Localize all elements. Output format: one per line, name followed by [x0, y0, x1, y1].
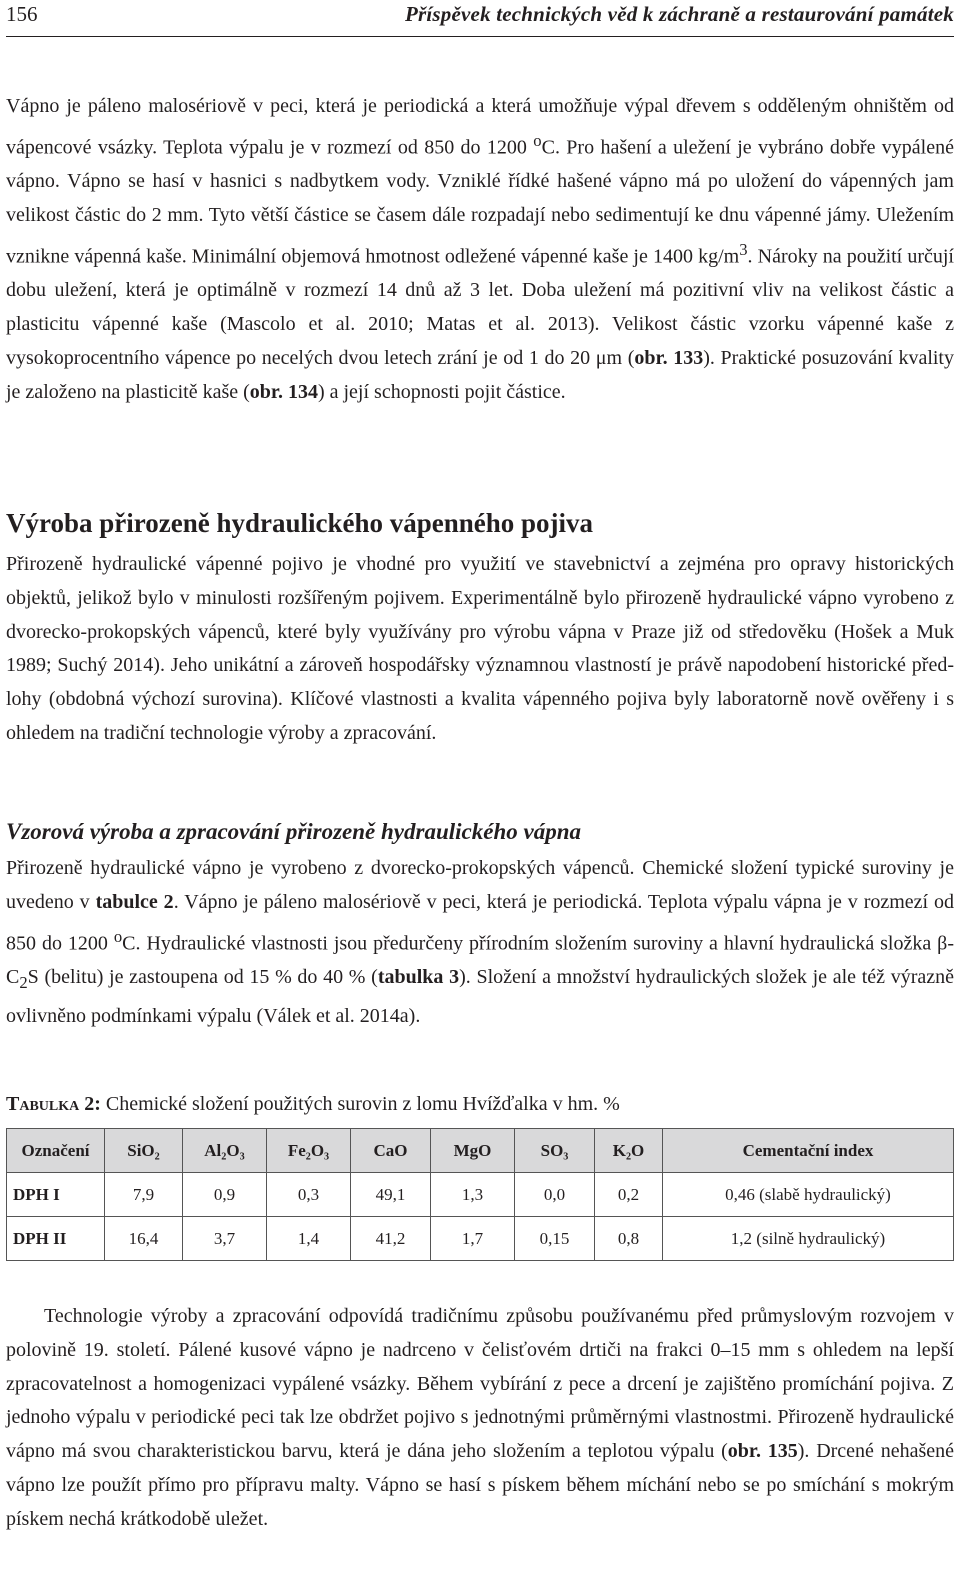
table-caption-text: Chemické složení použitých surovin z lomu Hvížďalka v hm. % — [100, 1093, 620, 1115]
table-header-cell: SO₃ — [515, 1129, 595, 1173]
table-header-cell: Fe₂O₃ — [267, 1129, 351, 1173]
paragraph-hydraulic-binder: Přirozeně hydraulické vápenné pojivo je vhodné pro využití ve stavebnictví a zejména pro opravy historických objektů, jelikož bylo v minulosti rozšířeným pojivem. Experimentálně bylo přirozeně hydraulické vápno vyrobeno z dvorecko-prokopských vápenců, které byly využívány pro výrobu vápna v Praze již od středověku (Hošek a Muk 1989; Suchý 2014). Jeho unikátní a zároveň hospodářsky významnou vlastností je právě napodobení historické předlohy (obdobná výchozí surovina). Klíčové vlastnosti a kvalita vápenného pojiva byly laboratorně nově ověřeny i s ohledem na tradiční technologie výroby a zpracování. — [6, 553, 954, 744]
table-cell: 0,0 — [515, 1173, 595, 1217]
table-cell: 0,46 (slabě hydraulický) — [663, 1173, 954, 1217]
table-cell: 1,7 — [431, 1217, 515, 1261]
table-ref-2: tabulce 2 — [95, 890, 174, 913]
table-header-row — [7, 1129, 954, 1173]
table-ref-3: tabulka 3 — [377, 966, 460, 989]
figure-ref-134: obr. 134 — [249, 380, 318, 403]
table-cell: 49,1 — [351, 1173, 431, 1217]
table-cell: 0,15 — [515, 1217, 595, 1261]
table-cell: 1,4 — [267, 1217, 351, 1261]
table-row — [7, 1217, 954, 1261]
table-cell: 16,4 — [105, 1217, 183, 1261]
table-cell: 0,2 — [595, 1173, 663, 1217]
page-number: 156 — [6, 2, 38, 26]
table-cell: 1,3 — [431, 1173, 515, 1217]
paragraph-sample-production: Přirozeně hydraulické vápno je vyrobeno z dvorecko-prokopských vápenců. Chemické složení typické suroviny je uvedeno v tabulce 2. Vápno je páleno malosériově v peci, která je periodická. Teplota výpalu vápna je v rozmezí od 850 do 1200 $^o$C. Hydraulické vlastnosti jsou předurčeny přírodním složením suroviny a hlavní hydraulická složka $\beta-C_2S$ (belitu) je zastoupena od 15 % do 40 % (tabulka 3). Složení a množství hydraulických složek je ale též výrazně ovlivněno podmínkami výpalu (Válek et al. 2014a). — [6, 857, 955, 1027]
chemical-composition-table — [6, 1128, 954, 1261]
figure-ref-135: obr. 135 — [727, 1440, 798, 1463]
table-header-cell: Cementační index — [663, 1129, 954, 1173]
table-row-label: DPH I — [7, 1173, 105, 1217]
book-title: Příspěvek technických věd k záchraně a restaurování památek — [405, 2, 954, 26]
table-caption — [6, 1090, 954, 1118]
table-header-cell: SiO₂ — [105, 1129, 183, 1173]
table-header-cell: Al₂O₃ — [183, 1129, 267, 1173]
section-heading: Výroba přirozeně hydraulického vápenného pojiva — [6, 508, 594, 538]
subsection-heading: Vzorová výroba a zpracování přirozeně hydraulického vápna — [6, 819, 581, 844]
table-cell: 1,2 (silně hydraulický) — [663, 1217, 954, 1261]
table-header-cell: Označení — [7, 1129, 105, 1173]
paragraph-production-technology: Technologie výroby a zpracování odpovídá tradičnímu způsobu používanému před průmyslovým rozvojem v polovině 19. století. Pálené kusové vápno je nadrceno v čelisťovém drtiči na frakci 0–15 mm s ohledem na lepší zpracovatelnost a homogenizaci vypálené vsázky. Během vybírání z pece a drcení je zajištěno promíchání pojiva. Z jednoho výpalu v periodické peci tak lze obdržet pojivo s jednotnými průměrnými vlastnostmi. Přirozeně hydraulické vápno má svou charakteristickou barvu, která je dána jeho složením a teplotou výpalu (obr. 135). Drcené nehašené vápno lze použít přímo pro přípravu malty. Vápno se hasí s pískem během míchání nebo se po smíchání s mokrým pískem nechá krátkodobě uležet. — [6, 1305, 954, 1530]
paragraph-lime-slaking: Vápno je páleno malosériově v peci, která je periodická a která umožňuje výpal dřevem s odděleným ohništěm od vápencové vsázky. Teplota výpalu je v rozmezí od 850 do 1200 $^o$C. Pro hašení a uležení je vybráno dobře vypálené vápno. Vápno se hasí v hasnici s nadbytkem vody. Vzniklé řídké hašené vápno má po uložení do vápenných jam velikost částic do 2 mm. Tyto větší částice se časem dále rozpadají nebo sedimentují ke dnu vápenné jámy. Uležením vznikne vápenná kaše. Minimální objemová hmotnost odležené vápenné kaše je 1400 $kg/m^3$. Nároky na použití určují dobu uležení, která je optimálně v rozmezí 14 dnů až 3 let. Doba uležení má pozitivní vliv na velikost částic a plasticitu vápenné kaše (Mascolo et al. 2010; Matas et al. 2013). Velikost částic vzorku vápenné kaše z vysokoprocentního vápence po necelých dvou letech zrání je od 1 do 20 μm (obr. 133). Praktické posuzování kvality je založeno na plasticitě kaše (obr. 134) a její schopnosti pojit částice. — [6, 95, 954, 403]
table-header-cell: K₂O — [595, 1129, 663, 1173]
table-row-label: DPH II — [7, 1217, 105, 1261]
figure-ref-133: obr. 133 — [634, 346, 704, 369]
table-cell: 0,9 — [183, 1173, 267, 1217]
table-cell: 41,2 — [351, 1217, 431, 1261]
table-cell: 0,3 — [267, 1173, 351, 1217]
table-cell: 3,7 — [183, 1217, 267, 1261]
table-cell: 0,8 — [595, 1217, 663, 1261]
table-header-cell: MgO — [431, 1129, 515, 1173]
table-header-cell: CaO — [351, 1129, 431, 1173]
table-caption-label: Tabulka 2: — [6, 1093, 101, 1115]
table-row — [7, 1173, 954, 1217]
header-rule — [6, 36, 954, 37]
running-header — [6, 0, 954, 28]
table-cell: 7,9 — [105, 1173, 183, 1217]
